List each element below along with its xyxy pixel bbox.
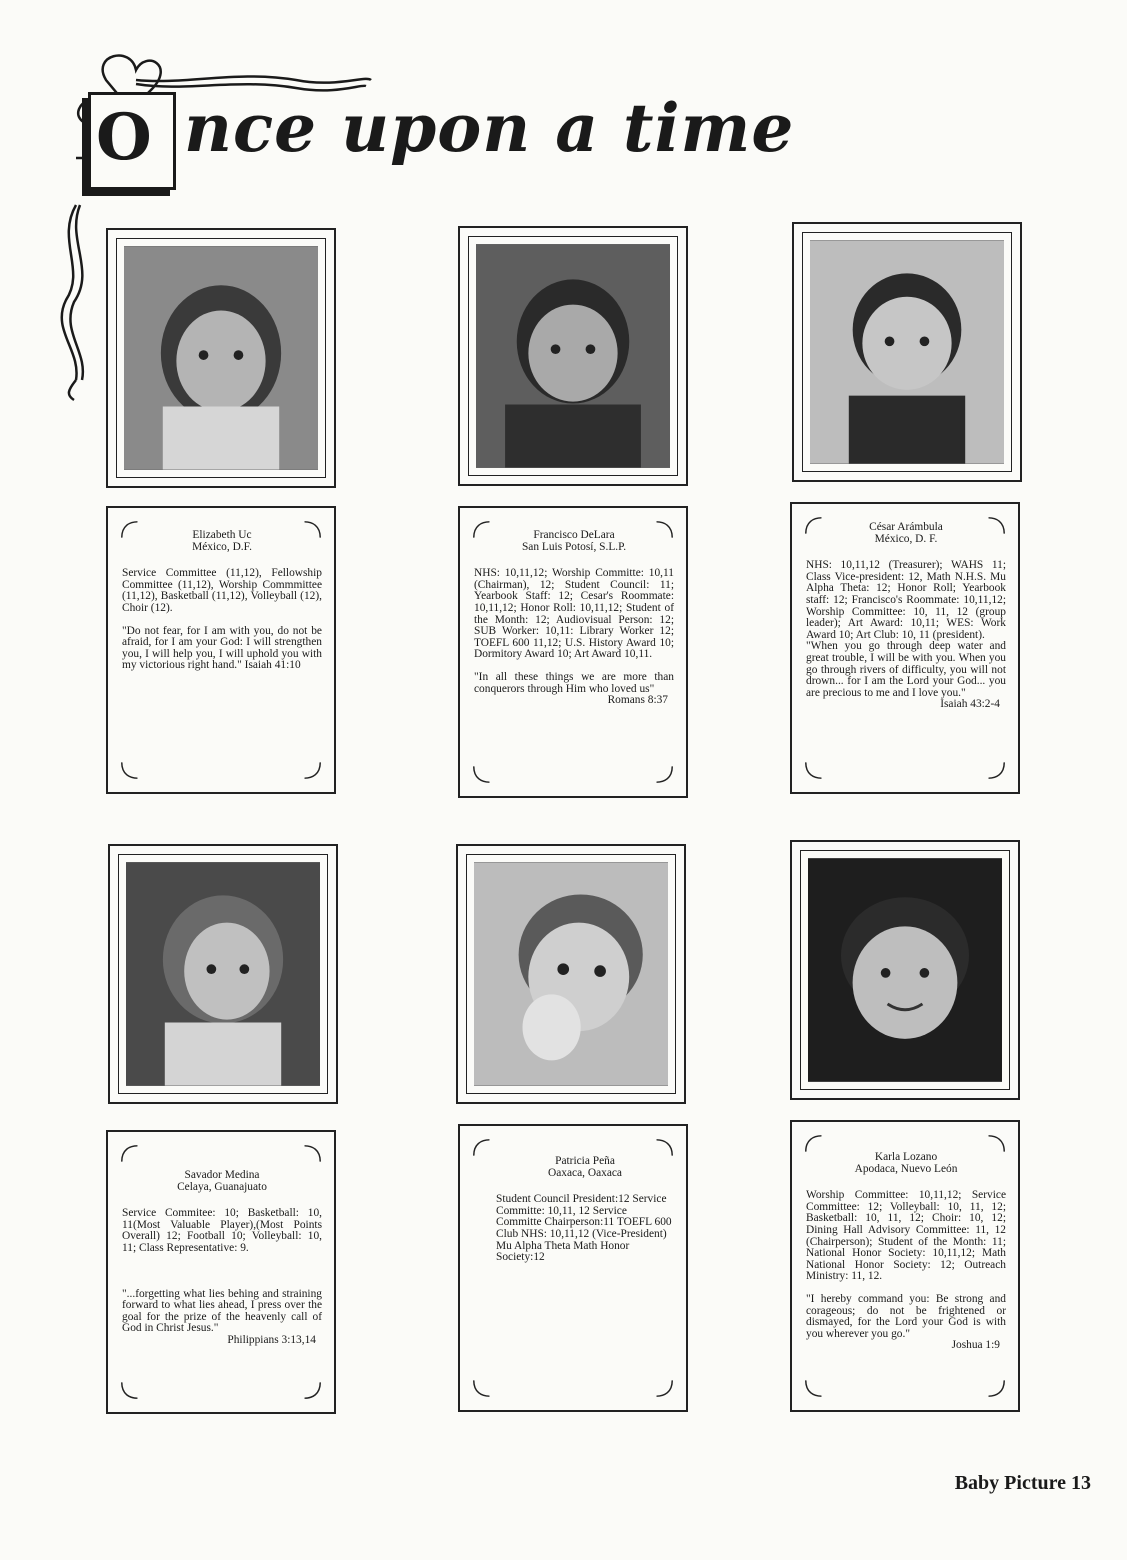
baby-photo (474, 862, 668, 1086)
title-initial-letter: O (96, 100, 152, 175)
student-hometown: Oaxaca, Oaxaca (548, 1166, 622, 1179)
baby-photo-frame (792, 222, 1022, 482)
student-name: Francisco DeLara (533, 529, 615, 541)
student-activities: Service Committee (11,12), Fellowship Committee (11,12), Worship Commmittee (11,12), Basketball (11,12), Volleyball (12), Choir (12). (122, 567, 322, 614)
student-card (790, 1120, 1020, 1412)
student-name: Patricia Peña (555, 1155, 615, 1167)
student-card (458, 1124, 688, 1412)
baby-photo-frame (108, 844, 338, 1104)
student-hometown: México, D.F. (192, 540, 252, 553)
page-footer: Baby Picture 13 (954, 1472, 1091, 1494)
student-activities: Worship Committee: 10,11,12; Service Committee: 12; Volleyball: 10, 11, 12; Basketball: 10, 11, 12; Choir: 10, 12; Dining Hall Advisory Committee: 11, 12 (Chairperson); Student of the Month: 11; National Honor Society: 10,11,12; Math National Honor Society: 12; Outreach Ministry: 11, 12. (806, 1189, 1006, 1283)
baby-photo-frame (106, 228, 336, 488)
student-hometown: San Luis Potosí, S.L.P. (521, 540, 627, 553)
student-card (106, 1130, 336, 1414)
student-quote: "Do not fear, for I am with you, do not be afraid, for I am your God: I will strengthen you, I will help you, I will uphold you with my victorious right hand." Isaiah 41:10 (122, 624, 322, 672)
baby-photo (810, 240, 1004, 464)
student-name: Savador Medina (184, 1169, 260, 1181)
student-quote: "...forgetting what lies behing and straining forward to what lies ahead, I press over the goal for the prize of the heavenly call of God in Christ Jesus." (122, 1287, 322, 1335)
student-name: César Arámbula (869, 521, 943, 533)
quote-reference: Joshua 1:9 (951, 1339, 1000, 1352)
student-hometown: Apodaca, Nuevo León (854, 1162, 958, 1175)
page-title: nce upon a time (184, 89, 795, 167)
student-card (106, 506, 336, 794)
student-quote: "In all these things we are more than conquerors through Him who loved us" (474, 670, 674, 695)
quote-reference: Isaiah 43:2-4 (940, 698, 1000, 711)
baby-photo-frame (790, 840, 1020, 1100)
student-quote: "I hereby command you: Be strong and corageous; do not be frightened or dismayed, for the Lord your God is with you wherever you go." (806, 1292, 1006, 1340)
student-hometown: México, D. F. (874, 532, 938, 545)
student-quote: "When you go through deep water and great trouble, I will be with you. When you go through rivers of difficulty, you will not drown... for I am the Lord your God... you are precious to me and I love you." (806, 640, 1006, 699)
student-activities: Service Commitee: 10; Basketball: 10, 11(Most Valuable Player),(Most Points Overall) 12; Football 10; Volleyball: 10, 11; Class Representative: 9. (122, 1207, 322, 1254)
student-activities: NHS: 10,11,12; Worship Committe: 10,11 (Chairman), 12; Student Council: 11; Yearbook Staff: 12; Cesar's Roommate: 10,11,12; Honor Roll: 10,11,12; Student of the Month: 12; Audiovisual Person: 12; SUB Worker: 10,11: Library Worker 12; TOEFL 600 11,12; U.S. History Award 10; Dormitory Award 10; Art Award 10,11. (474, 567, 674, 661)
quote-reference: Philippians 3:13,14 (227, 1333, 316, 1346)
baby-photo (476, 244, 670, 468)
student-card (790, 502, 1020, 794)
student-name: Elizabeth Uc (192, 529, 252, 541)
quote-reference: Romans 8:37 (607, 694, 668, 707)
baby-photo-frame (456, 844, 686, 1104)
baby-photo (126, 862, 320, 1086)
baby-photo-frame (458, 226, 688, 486)
baby-photo (808, 858, 1002, 1082)
student-activities: NHS: 10,11,12 (Treasurer); WAHS 11; Class Vice-president: 12, Math N.H.S. Mu Alpha Theta: 12; Honor Roll; Yearbook staff: 12; Francisco's Roommate: 10,11,12; Worship Committee: 10, 11, 12 (group leader); Art Award: 10,11; WES: Work Award 10; Art Club: 10, 11 (president). (806, 559, 1006, 641)
student-card (458, 506, 688, 798)
baby-photo (124, 246, 318, 470)
student-name: Karla Lozano (874, 1151, 938, 1163)
student-hometown: Celaya, Guanajuato (177, 1180, 267, 1193)
student-activities: Student Council President:12 Service Committe: 10,11, 12 Service Committe Chairperson:11 TOEFL 600 Club NHS: 10,11,12 (Vice-President) Mu Alpha Theta Math Honor Society:12 (496, 1193, 672, 1264)
